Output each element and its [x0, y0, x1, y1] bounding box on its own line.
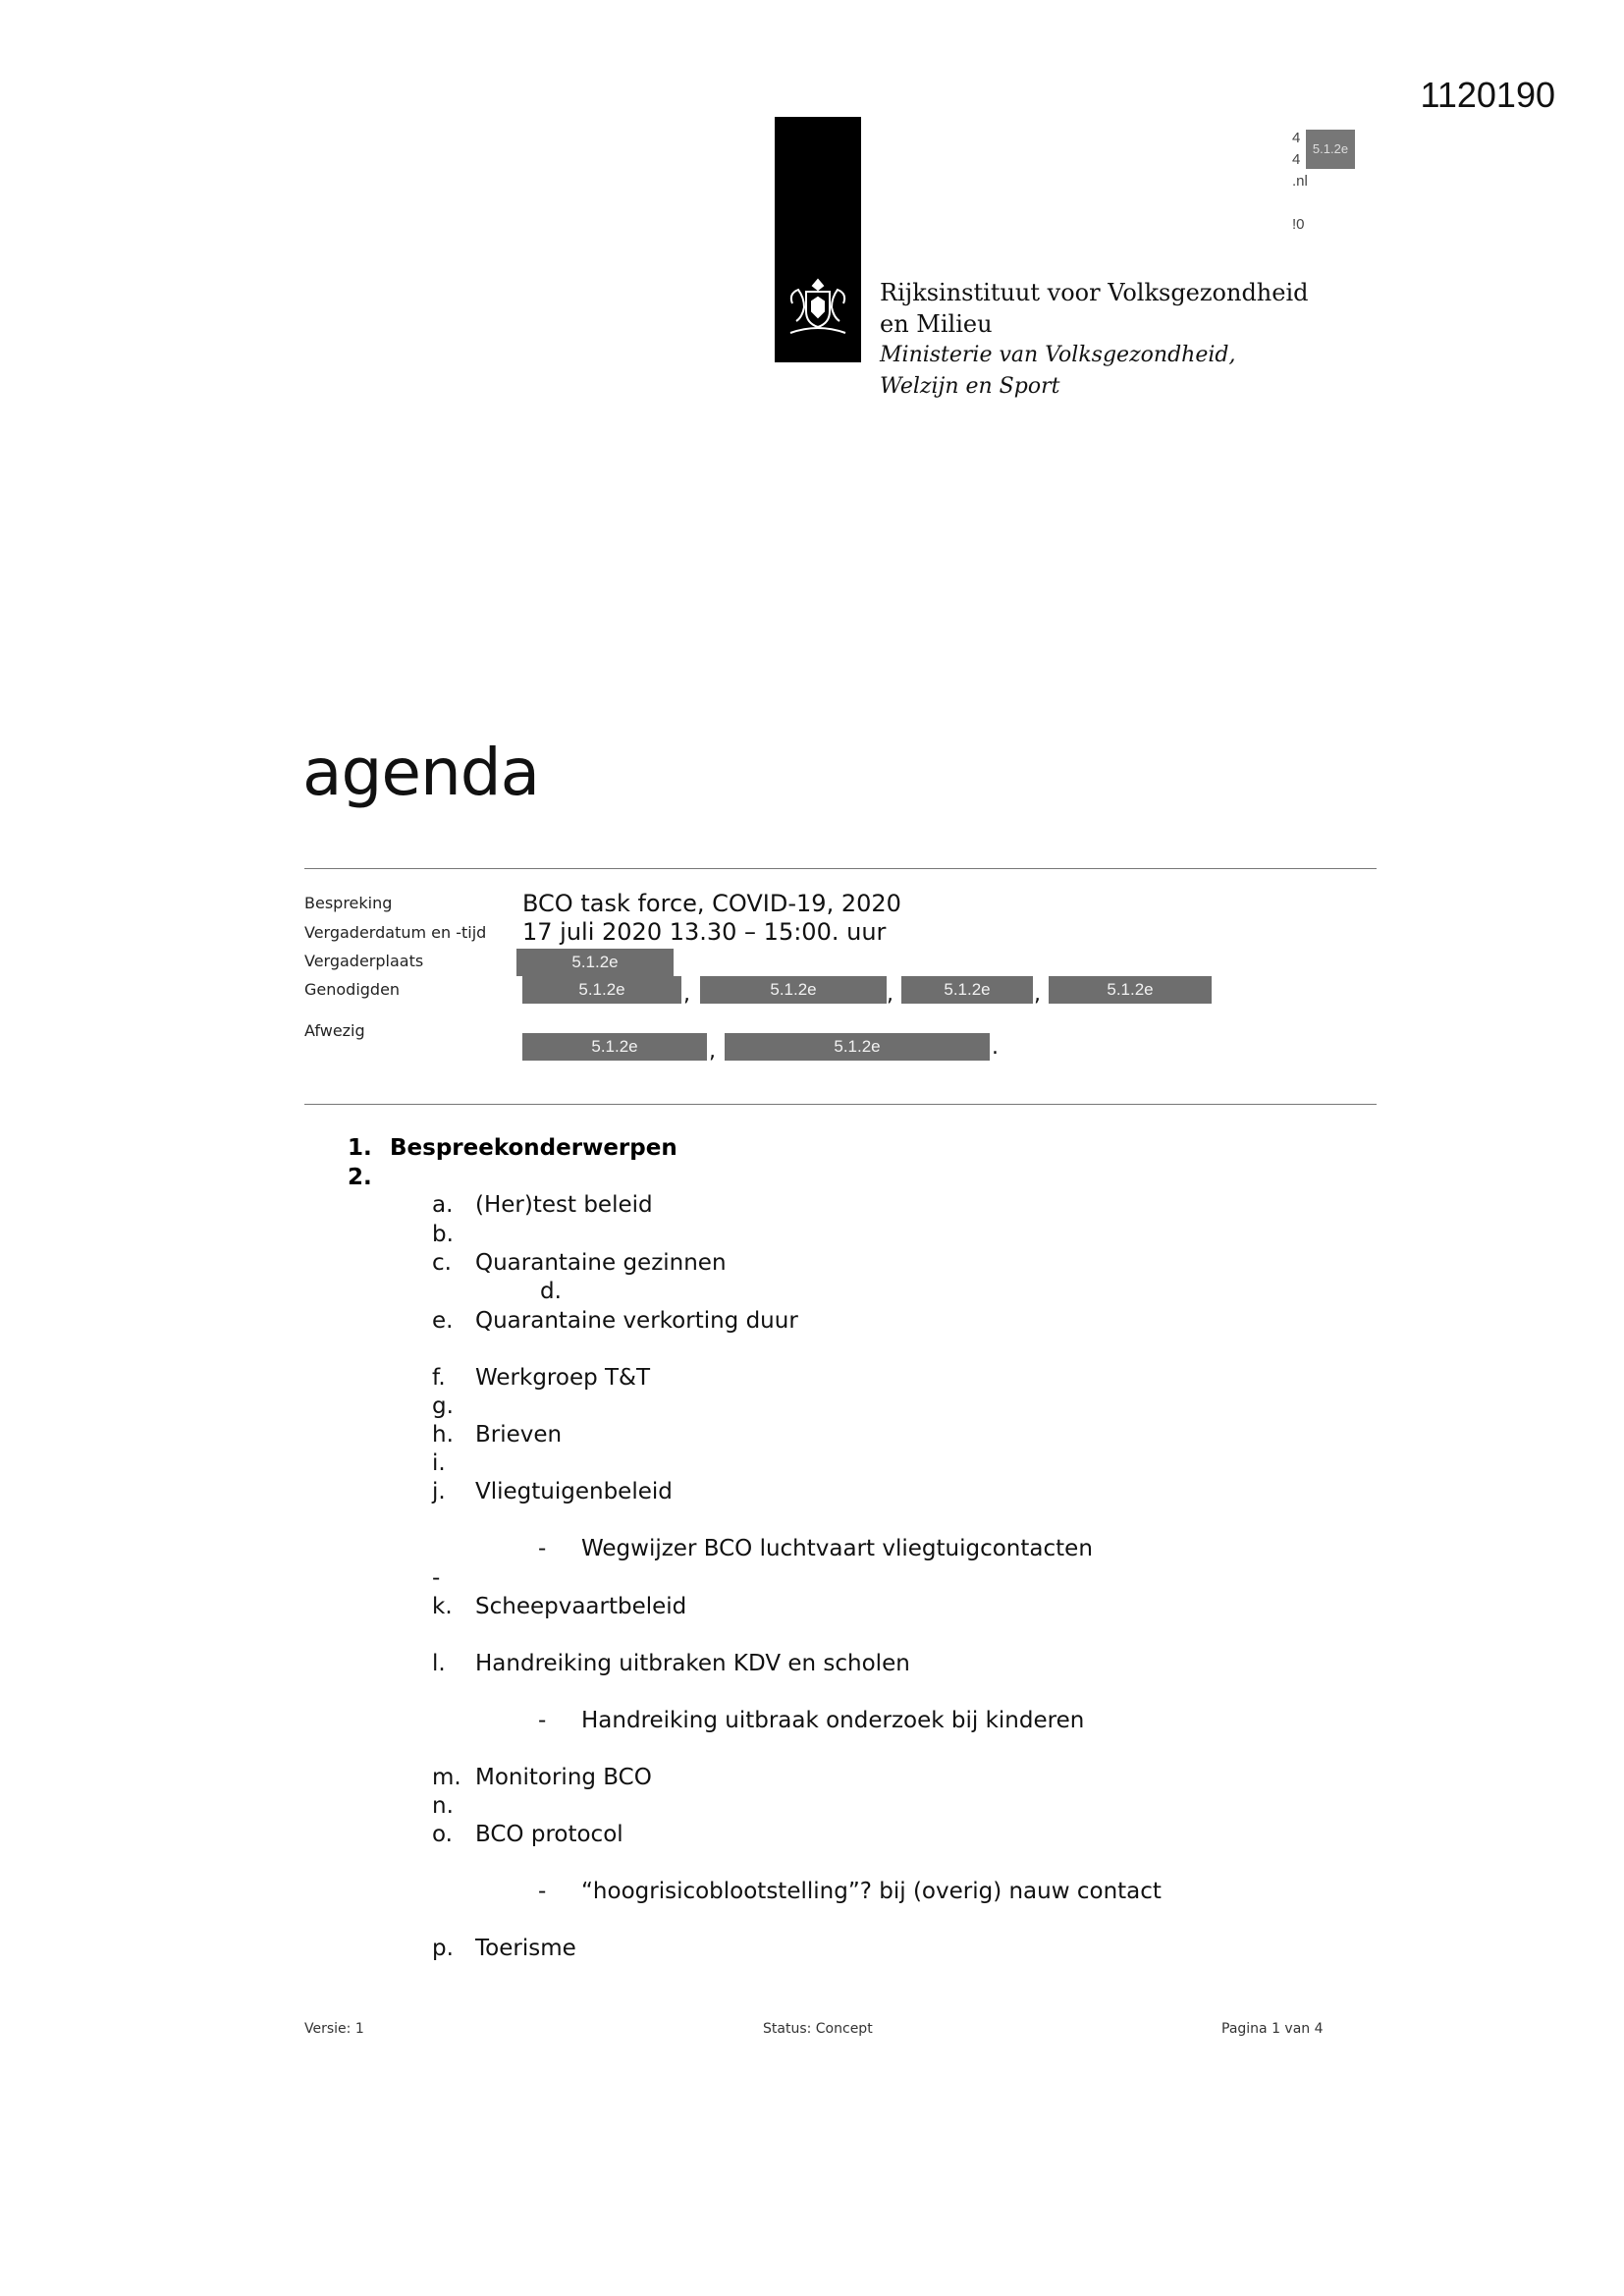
logo-line-1: Rijksinstituut voor Volksgezondheid: [880, 279, 1309, 306]
item-marker: -: [538, 1536, 547, 1561]
agenda-item: [432, 1450, 475, 1476]
agenda-item: [432, 1394, 475, 1419]
label-afwezig: Afwezig: [304, 1021, 365, 1040]
item-marker: k.: [432, 1594, 453, 1619]
agenda-sub-item: [538, 1879, 1162, 1904]
item-text: Wegwijzer BCO luchtvaart vliegtuigcontacten: [581, 1536, 1093, 1561]
agenda-sub-item: [538, 1708, 1084, 1733]
item-text: Quarantaine verkorting duur: [475, 1308, 798, 1334]
agenda-item: [432, 1651, 910, 1676]
agenda-item: [432, 1365, 650, 1391]
label-datum: Vergaderdatum en -tijd: [304, 923, 487, 942]
separator-comma: ,: [887, 982, 893, 1007]
item-marker: i.: [432, 1450, 446, 1476]
item-text: “hoogrisicoblootstelling”? bij (overig) nauw contact: [581, 1879, 1162, 1904]
item-text: BCO protocol: [475, 1822, 623, 1847]
sender-row-2: 4: [1292, 151, 1301, 168]
item-text: Monitoring BCO: [475, 1765, 652, 1790]
separator-comma: ,: [683, 982, 690, 1007]
footer-status: Status: Concept: [763, 2021, 873, 2037]
logo-line-3: Ministerie van Volksgezondheid,: [880, 343, 1236, 367]
logo-bar: [775, 117, 861, 362]
item-text: Toerisme: [475, 1936, 576, 1961]
item-text: Brieven: [475, 1422, 563, 1448]
agenda-sub-item: [538, 1536, 1093, 1561]
document-number: 1120190: [1420, 75, 1555, 115]
meeting-datetime: 17 juli 2020 13.30 – 15:00. uur: [522, 918, 887, 946]
logo-text: [880, 277, 1309, 403]
agenda-item: [540, 1279, 583, 1304]
logo-line-2: en Milieu: [880, 310, 993, 338]
agenda-item: [432, 1765, 652, 1790]
redaction-genodigde-1: 5.1.2e: [522, 976, 681, 1004]
item-marker: p.: [432, 1936, 454, 1961]
sender-info: [1292, 128, 1349, 236]
item-text: Handreiking uitbraken KDV en scholen: [475, 1651, 910, 1676]
item-marker: d.: [540, 1279, 562, 1304]
item-marker: c.: [432, 1250, 452, 1276]
agenda-item: [432, 1822, 623, 1847]
agenda-number-2: 2.: [348, 1165, 372, 1190]
sender-row-4: !0: [1292, 216, 1305, 233]
item-marker: b.: [432, 1222, 454, 1247]
label-bespreking: Bespreking: [304, 894, 393, 912]
footer-page: Pagina 1 van 4: [1221, 2021, 1324, 2037]
item-text: Vliegtuigenbeleid: [475, 1479, 673, 1504]
item-text: Scheepvaartbeleid: [475, 1594, 687, 1619]
divider-top: [304, 868, 1377, 869]
redaction-afwezig-2: 5.1.2e: [725, 1033, 990, 1061]
page-title: agenda: [302, 735, 540, 810]
agenda-number-1: 1.: [348, 1135, 372, 1161]
item-marker: f.: [432, 1365, 446, 1391]
logo-line-4: Welzijn en Sport: [880, 374, 1060, 399]
item-text: Quarantaine gezinnen: [475, 1250, 727, 1276]
agenda-item: [432, 1479, 673, 1504]
item-marker: h.: [432, 1422, 454, 1448]
separator-comma: ,: [1034, 982, 1041, 1007]
item-marker: m.: [432, 1765, 461, 1790]
separator-comma: ,: [709, 1039, 716, 1064]
item-text: Handreiking uitbraak onderzoek bij kinderen: [581, 1708, 1085, 1733]
item-marker: g.: [432, 1394, 454, 1419]
agenda-item: [432, 1308, 798, 1334]
item-marker: l.: [432, 1651, 446, 1676]
sender-spacer: [1292, 192, 1308, 214]
label-genodigden: Genodigden: [304, 980, 401, 999]
sender-row-3: .nl: [1292, 173, 1308, 190]
item-marker: -: [538, 1879, 547, 1904]
item-text: Werkgroep T&T: [475, 1365, 651, 1391]
agenda-heading: Bespreekonderwerpen: [390, 1135, 677, 1161]
redaction-afwezig-1: 5.1.2e: [522, 1033, 707, 1061]
royal-crest-icon: [785, 274, 851, 343]
agenda-item: [432, 1192, 653, 1218]
meeting-subject: BCO task force, COVID-19, 2020: [522, 890, 901, 917]
item-marker: a.: [432, 1192, 454, 1218]
item-marker: -: [538, 1708, 547, 1733]
agenda-item: [432, 1565, 475, 1591]
redaction-genodigde-4: 5.1.2e: [1049, 976, 1212, 1004]
footer-version: Versie: 1: [304, 2021, 364, 2037]
divider-bottom: [304, 1104, 1377, 1105]
item-text: (Her)test beleid: [475, 1192, 653, 1218]
sender-row-1: 4: [1292, 130, 1301, 146]
agenda-item: [432, 1250, 727, 1276]
agenda-item: [432, 1594, 686, 1619]
redaction-genodigde-3: 5.1.2e: [901, 976, 1033, 1004]
sender-redaction: 5.1.2e: [1306, 130, 1355, 169]
item-marker: o.: [432, 1822, 453, 1847]
agenda-item: [432, 1793, 475, 1819]
item-marker: -: [432, 1565, 441, 1591]
redaction-genodigde-2: 5.1.2e: [700, 976, 887, 1004]
agenda-item: [432, 1222, 475, 1247]
item-marker: n.: [432, 1793, 454, 1819]
agenda-item: [432, 1936, 576, 1961]
redaction-plaats: 5.1.2e: [516, 949, 674, 976]
separator-period: .: [992, 1035, 999, 1060]
label-plaats: Vergaderplaats: [304, 952, 424, 970]
agenda-item: [432, 1422, 562, 1448]
item-marker: e.: [432, 1308, 454, 1334]
item-marker: j.: [432, 1479, 446, 1504]
